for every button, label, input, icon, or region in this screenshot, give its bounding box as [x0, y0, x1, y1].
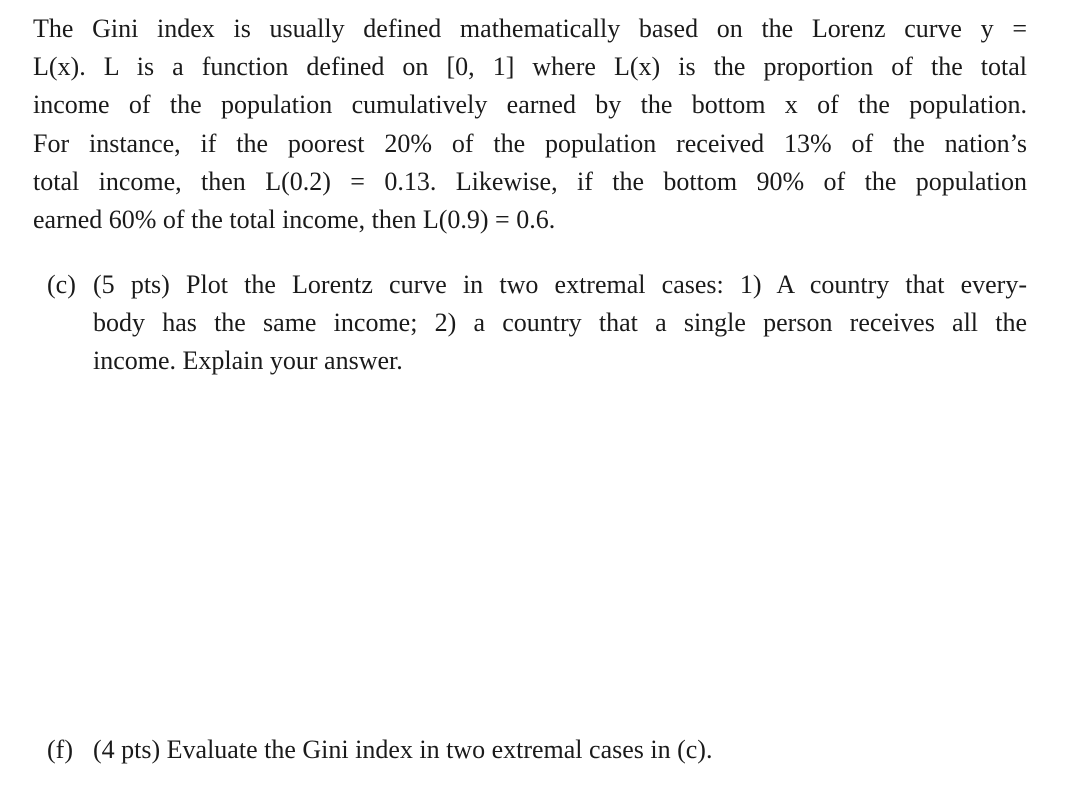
intro-line: For instance, if the poorest 20% of the population received 13% of the nation’s: [33, 128, 1027, 158]
intro-paragraph: [33, 10, 1027, 239]
problem-c-line-3: income. Explain your answer.: [93, 346, 403, 376]
problem-c-first-row: [47, 266, 1027, 304]
problem-f: [47, 731, 1027, 769]
intro-line: L(x). L is a function defined on [0, 1] where L(x) is the proportion of the total: [33, 52, 1027, 82]
problem-f-row: [47, 731, 1027, 769]
intro-line: earned 60% of the total income, then L(0.9) = 0.6.: [33, 205, 556, 235]
problem-f-label: (f): [47, 735, 73, 764]
problem-c: [47, 266, 1027, 381]
problem-c-label: (c): [47, 270, 76, 299]
problem-c-line-2: body has the same income; 2) a country that a single person receives all the: [93, 308, 1027, 338]
intro-line: The Gini index is usually defined mathematically based on the Lorenz curve y =: [33, 14, 1027, 43]
intro-line: income of the population cumulatively earned by the bottom x of the population.: [33, 90, 1027, 120]
problem-f-text: (4 pts) Evaluate the Gini index in two extremal cases in (c).: [93, 735, 713, 764]
intro-line: total income, then L(0.2) = 0.13. Likewise, if the bottom 90% of the population: [33, 166, 1027, 196]
problem-c-line-1: (5 pts) Plot the Lorentz curve in two extremal cases: 1) A country that every-: [93, 270, 1027, 299]
